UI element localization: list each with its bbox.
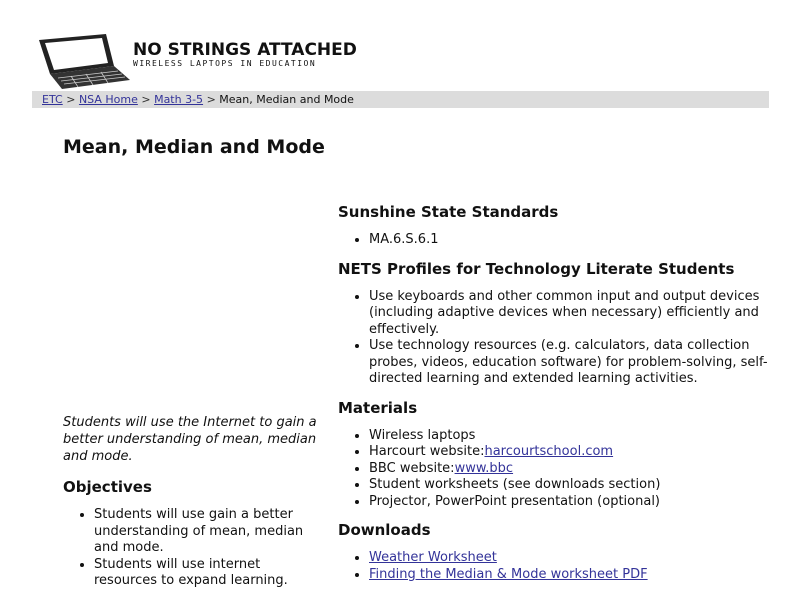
- downloads-list: [338, 550, 768, 583]
- materials-label-bbc: BBC website:: [369, 460, 455, 476]
- objectives-list: [63, 507, 323, 590]
- list-item: • Use keyboards and other common input and output devices (including adaptive devices when necessary) efficiently and effectively.: [369, 289, 768, 339]
- page-title: Mean, Median and Mode: [63, 136, 325, 158]
- breadcrumb-link-math[interactable]: Math 3-5: [154, 93, 204, 106]
- logo-title: NO STRINGS ATTACHED: [133, 40, 357, 60]
- downloads-heading: Downloads: [338, 521, 431, 539]
- nets-heading: NETS Profiles for Technology Literate Students: [338, 259, 735, 278]
- breadcrumb-link-etc[interactable]: ETC: [42, 93, 63, 106]
- breadcrumb-link-nsa-home[interactable]: NSA Home: [78, 93, 138, 106]
- standards-list: [338, 232, 768, 249]
- list-item: • Projector, PowerPoint presentation (optional): [369, 494, 768, 511]
- materials-heading: Materials: [338, 398, 418, 417]
- materials-label-harcourt: Harcourt website:: [369, 444, 485, 459]
- objectives-heading: Objectives: [63, 478, 152, 496]
- list-item: • Wireless laptops: [369, 428, 768, 445]
- breadcrumb-separator: >: [206, 93, 220, 106]
- weather-worksheet-link[interactable]: Weather Worksheet: [369, 550, 497, 565]
- list-item: • Student worksheets (see downloads section): [369, 477, 768, 494]
- list-item: [369, 567, 768, 584]
- standards-heading: Sunshine State Standards: [338, 203, 559, 221]
- harcourt-link[interactable]: harcourtschool.com: [484, 444, 614, 459]
- list-item: • Students will use internet resources to expand learning.: [94, 557, 323, 590]
- breadcrumb-current: Mean, Median and Mode: [219, 93, 354, 106]
- list-item: • Use technology resources (e.g. calculators, data collection probes, videos, education software) for problem-solving, self-directed learning and extended learning activities.: [369, 338, 768, 388]
- list-item: [369, 461, 768, 478]
- breadcrumb: [32, 91, 769, 108]
- site-logo[interactable]: [36, 32, 357, 92]
- right-column: [338, 202, 768, 593]
- materials-list: [338, 428, 768, 511]
- bbc-link[interactable]: www.bbc: [454, 460, 514, 476]
- nets-list: [338, 289, 768, 388]
- list-item: • MA.6.S.6.1: [369, 232, 768, 249]
- logo-subtitle: WIRELESS LAPTOPS IN EDUCATION: [133, 59, 317, 68]
- list-item: [369, 550, 768, 567]
- list-item: [369, 444, 768, 461]
- intro-text: Students will use the Internet to gain a better understanding of mean, median and mode.: [63, 415, 317, 464]
- breadcrumb-separator: >: [141, 93, 155, 106]
- laptop-icon: [36, 32, 131, 90]
- breadcrumb-separator: >: [66, 93, 79, 106]
- list-item: • Students will use gain a better understanding of mean, median and mode.: [94, 507, 323, 557]
- left-column: [63, 414, 323, 600]
- median-mode-worksheet-link[interactable]: Finding the Median & Mode worksheet PDF: [369, 566, 648, 582]
